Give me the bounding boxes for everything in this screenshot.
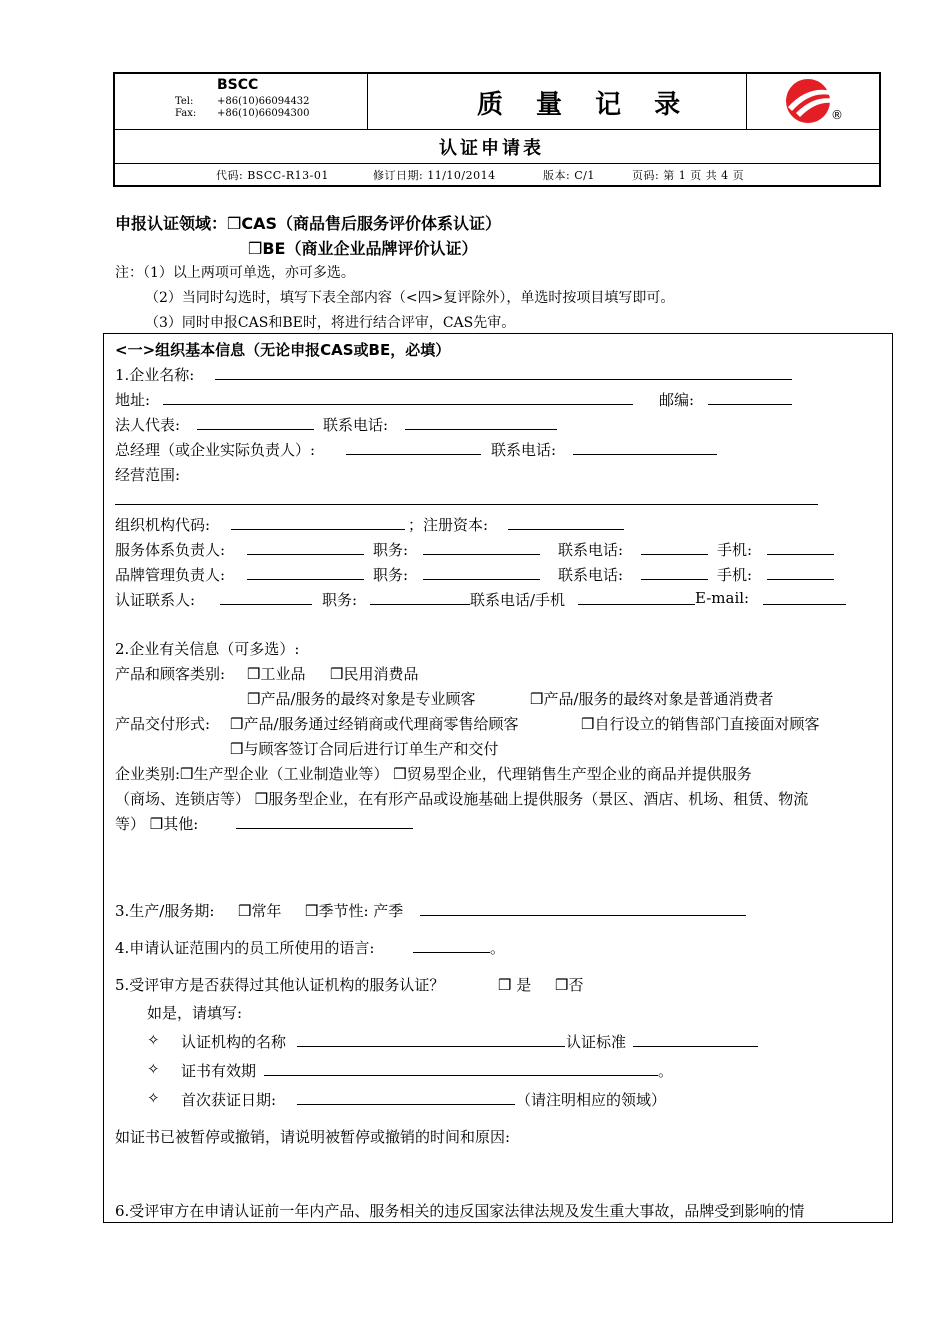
meta-revision: 修订日期: 11/10/2014 bbox=[373, 169, 496, 182]
meta-version: 版本: C/1 bbox=[543, 169, 595, 182]
meta-page: 页码: 第 1 页 共 4 页 bbox=[632, 169, 745, 182]
contact-position-label: 职务: bbox=[322, 591, 358, 609]
gm-phone-label: 联系电话: bbox=[491, 441, 557, 459]
bullet-icon: ✧ bbox=[147, 1031, 160, 1049]
product-general-checkbox[interactable]: ❒产品/服务的最终对象是普通消费者 bbox=[530, 690, 774, 708]
legal-rep-label: 法人代表: bbox=[115, 416, 181, 434]
language-label: 4.申请认证范围内的员工所使用的语言: bbox=[115, 939, 375, 957]
product-label: 产品和顾客类别: bbox=[115, 665, 226, 683]
section1-title: <一>组织基本信息（无论申报CAS或BE，必填） bbox=[115, 341, 451, 359]
validity-label: 证书有效期 bbox=[181, 1062, 257, 1080]
service-head-label: 服务体系负责人: bbox=[115, 541, 226, 559]
form-title: 认证申请表 bbox=[439, 138, 544, 159]
contact-person-field[interactable] bbox=[220, 590, 312, 605]
type-line-3[interactable]: 等） ❒其他: bbox=[115, 815, 199, 833]
reg-capital-label: ；注册资本: bbox=[408, 516, 489, 534]
gm-label: 总经理（或企业实际负责人）: bbox=[115, 441, 316, 459]
other-cert-yes-checkbox[interactable]: ❒ 是 bbox=[498, 976, 532, 994]
brand-mobile-field[interactable] bbox=[767, 565, 834, 580]
service-mobile-label: 手机: bbox=[717, 541, 753, 559]
note-2: （2）当同时勾选时，填写下表全部内容（<四>复评除外），单选时按项目填写即可。 bbox=[145, 290, 675, 306]
cert-standard-field[interactable] bbox=[633, 1032, 758, 1047]
meta-code: 代码: BSCC-R13-01 bbox=[216, 169, 329, 182]
delivery-label: 产品交付形式: bbox=[115, 715, 211, 733]
type-other-field[interactable] bbox=[236, 814, 413, 829]
service-position-field[interactable] bbox=[423, 540, 540, 555]
suspended-label: 如证书已被暂停或撤销，请说明被暂停或撤销的时间和原因: bbox=[115, 1128, 511, 1146]
contact-position-field[interactable] bbox=[370, 590, 470, 605]
delivery-order-checkbox[interactable]: ❒与顾客签订合同后进行订单生产和交付 bbox=[230, 740, 499, 758]
address-label: 地址: bbox=[115, 391, 151, 409]
section2-title: 2.企业有关信息（可多选）: bbox=[115, 640, 300, 658]
fax-label: Fax: bbox=[175, 108, 197, 119]
brand-head-label: 品牌管理负责人: bbox=[115, 566, 226, 584]
first-date-label: 首次获证日期: bbox=[181, 1091, 277, 1109]
season-field[interactable] bbox=[420, 901, 746, 916]
scope-label: 经营范围: bbox=[115, 466, 181, 484]
section6-text: 6.受评审方在申请认证前一年内产品、服务相关的违反国家法律法规及发生重大事故，品牌受到影响的情 bbox=[115, 1202, 805, 1220]
cert-body-label: 认证机构的名称 bbox=[181, 1033, 287, 1051]
fax-value: +86(10)66094300 bbox=[217, 108, 310, 119]
period-label: 3.生产/服务期: bbox=[115, 902, 215, 920]
email-field[interactable] bbox=[763, 590, 846, 605]
delivery-dealer-checkbox[interactable]: ❒产品/服务通过经销商或代理商零售给顾客 bbox=[230, 715, 519, 733]
cert-standard-label: 认证标准 bbox=[566, 1033, 627, 1051]
org-name: BSCC bbox=[217, 77, 259, 93]
contact-phone-field[interactable] bbox=[578, 590, 695, 605]
header-divider bbox=[367, 74, 368, 130]
brand-phone-field[interactable] bbox=[641, 565, 708, 580]
contact-person-label: 认证联系人: bbox=[115, 591, 196, 609]
registered-mark: ® bbox=[831, 108, 843, 122]
org-code-label: 组织机构代码: bbox=[115, 516, 211, 534]
scope-field[interactable] bbox=[115, 490, 818, 505]
period-all-year-checkbox[interactable]: ❒常年 bbox=[238, 902, 282, 920]
gm-phone-field[interactable] bbox=[573, 440, 717, 455]
company-name-field[interactable] bbox=[215, 365, 792, 380]
domain-be-option[interactable]: ❒BE（商业企业品牌评价认证） bbox=[248, 239, 478, 258]
org-code-field[interactable] bbox=[231, 515, 405, 530]
legal-rep-phone-field[interactable] bbox=[405, 415, 557, 430]
validity-end: 。 bbox=[658, 1062, 674, 1080]
validity-field[interactable] bbox=[264, 1061, 658, 1076]
type-line-2[interactable]: （商场、连锁店等） ❒服务型企业，在有形产品或设施基础上提供服务（景区、酒店、机场、租赁、物流 bbox=[115, 790, 809, 808]
note-1: 注：（1）以上两项可单选，亦可多选。 bbox=[115, 265, 355, 281]
cert-body-field[interactable] bbox=[297, 1032, 565, 1047]
service-phone-field[interactable] bbox=[641, 540, 708, 555]
header-divider bbox=[746, 74, 747, 130]
delivery-direct-checkbox[interactable]: ❒自行设立的销售部门直接面对顾客 bbox=[581, 715, 820, 733]
legal-rep-field[interactable] bbox=[197, 415, 314, 430]
tel-value: +86(10)66094432 bbox=[217, 96, 310, 107]
service-head-field[interactable] bbox=[247, 540, 364, 555]
service-position-label: 职务: bbox=[373, 541, 409, 559]
address-field[interactable] bbox=[163, 390, 633, 405]
header-divider bbox=[115, 163, 879, 164]
reg-capital-field[interactable] bbox=[508, 515, 624, 530]
note-3: （3）同时申报CAS和BE时，将进行结合评审，CAS先审。 bbox=[145, 315, 516, 331]
product-professional-checkbox[interactable]: ❒产品/服务的最终对象是专业顾客 bbox=[247, 690, 476, 708]
service-mobile-field[interactable] bbox=[767, 540, 834, 555]
period-seasonal-checkbox[interactable]: ❒季节性: 产季 bbox=[305, 902, 404, 920]
bullet-icon: ✧ bbox=[147, 1089, 160, 1107]
product-consumer-checkbox[interactable]: ❒民用消费品 bbox=[330, 665, 419, 683]
if-yes-label: 如是，请填写: bbox=[147, 1004, 243, 1022]
brand-head-field[interactable] bbox=[247, 565, 364, 580]
document-header bbox=[113, 72, 881, 187]
product-industrial-checkbox[interactable]: ❒工业品 bbox=[247, 665, 306, 683]
service-phone-label: 联系电话: bbox=[558, 541, 624, 559]
company-name-label: 1.企业名称: bbox=[115, 366, 195, 384]
record-title: 质 量 记 录 bbox=[477, 90, 693, 120]
other-cert-no-checkbox[interactable]: ❒否 bbox=[555, 976, 584, 994]
postcode-label: 邮编: bbox=[659, 391, 695, 409]
brand-position-field[interactable] bbox=[423, 565, 540, 580]
bullet-icon: ✧ bbox=[147, 1060, 160, 1078]
domain-cas-option[interactable]: 申报认证领域：❒CAS（商品售后服务评价体系认证） bbox=[115, 214, 501, 233]
first-date-note: （请注明相应的领域） bbox=[516, 1091, 667, 1109]
first-date-field[interactable] bbox=[297, 1090, 515, 1105]
language-field[interactable] bbox=[413, 938, 490, 953]
email-label: E-mail: bbox=[695, 589, 750, 607]
header-divider bbox=[115, 129, 879, 130]
gm-field[interactable] bbox=[346, 440, 481, 455]
postcode-field[interactable] bbox=[708, 390, 792, 405]
type-line-1[interactable]: 企业类别:❒生产型企业（工业制造业等） ❒贸易型企业，代理销售生产型企业的商品并提供服务 bbox=[115, 765, 752, 783]
brand-position-label: 职务: bbox=[373, 566, 409, 584]
brand-phone-label: 联系电话: bbox=[558, 566, 624, 584]
language-end: 。 bbox=[490, 939, 506, 957]
tel-label: Tel: bbox=[175, 96, 194, 107]
legal-rep-phone-label: 联系电话: bbox=[323, 416, 389, 434]
contact-phone-label: 联系电话/手机 bbox=[470, 591, 566, 609]
brand-mobile-label: 手机: bbox=[717, 566, 753, 584]
other-cert-question: 5.受评审方是否获得过其他认证机构的服务认证？ bbox=[115, 976, 445, 994]
